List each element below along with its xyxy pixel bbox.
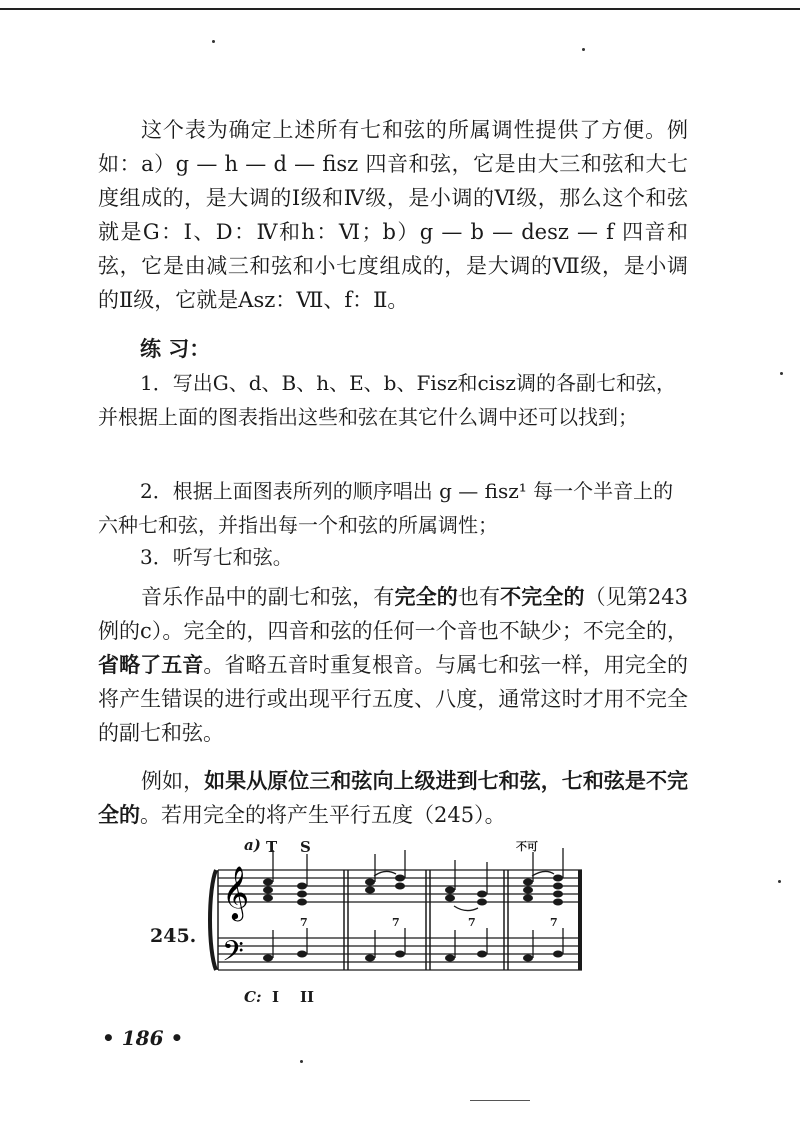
- seventh-mark: 7: [468, 916, 476, 929]
- scan-speck: [212, 40, 215, 43]
- paragraph-example-explanation: 例如，如果从原位三和弦向上级进到七和弦，七和弦是不完全的。若用完全的将产生平行五度（245）。: [98, 768, 689, 827]
- exercise-heading: 练 习：: [140, 336, 211, 361]
- treble-clef-icon: 𝄞: [222, 865, 250, 919]
- system-brace: [210, 870, 216, 970]
- page-number: • 186 •: [102, 1026, 184, 1050]
- degree-label-1: I: [272, 988, 280, 1006]
- not-allowed-label: 不可: [516, 840, 538, 853]
- treble-chords: [263, 875, 563, 906]
- scan-speck: [778, 880, 781, 883]
- exercise-1: 1．写出G、d、B、h、E、b、Fisz和cisz调的各副七和弦，并根据上面的图表指出这些和弦在其它什么调中还可以找到；: [98, 371, 676, 429]
- degree-label-2: II: [300, 988, 315, 1006]
- seventh-mark: 7: [392, 916, 400, 929]
- function-t: T: [266, 838, 278, 856]
- exercise-2: 2．根据上面图表所列的顺序唱出 g — fisz¹ 每一个半音上的六种七和弦，并指出每一个和弦的所属调性；: [98, 479, 674, 537]
- scan-mark: [470, 1100, 530, 1101]
- bass-notes: [263, 951, 563, 962]
- bass-clef-icon: 𝄢: [222, 935, 244, 975]
- paragraph-table-usage: 这个表为确定上述所有七和弦的所属调性提供了方便。例如：a）g — h — d — fisz 四音和弦，它是由大三和弦和大七度组成的，是大调的Ⅰ级和Ⅳ级，是小调的Ⅵ级，那么这个和弦就是G：Ⅰ、D：Ⅳ和h：Ⅵ；b）g — b — desz — f 四音和弦，它是由减三和弦和小七度组成的，是大调的Ⅶ级，是小调的Ⅱ级，它就是Asz：Ⅶ、f：Ⅱ。: [98, 118, 688, 312]
- example-number: 245.: [150, 925, 197, 947]
- key-label: C:: [244, 988, 262, 1006]
- top-border-line: [0, 8, 800, 10]
- seventh-mark: 7: [300, 916, 308, 929]
- scan-speck: [582, 48, 585, 51]
- function-s: S: [300, 838, 311, 856]
- scan-speck: [300, 1060, 303, 1063]
- stems-and-ties: [273, 848, 563, 911]
- scan-speck: [780, 372, 783, 375]
- sub-label: a): [244, 836, 261, 854]
- seventh-mark: 7: [550, 916, 558, 929]
- music-example-245: [150, 830, 590, 1020]
- exercise-3: 3．听写七和弦。: [140, 545, 293, 569]
- paragraph-incomplete-chords: 音乐作品中的副七和弦，有完全的也有不完全的（见第243例的c）。完全的，四音和弦的任何一个音也不缺少；不完全的，省略了五音。省略五音时重复根音。与属七和弦一样，用完全的将产生错误的进行或出现平行五度、八度，通常这时才用不完全的副七和弦。: [98, 584, 689, 745]
